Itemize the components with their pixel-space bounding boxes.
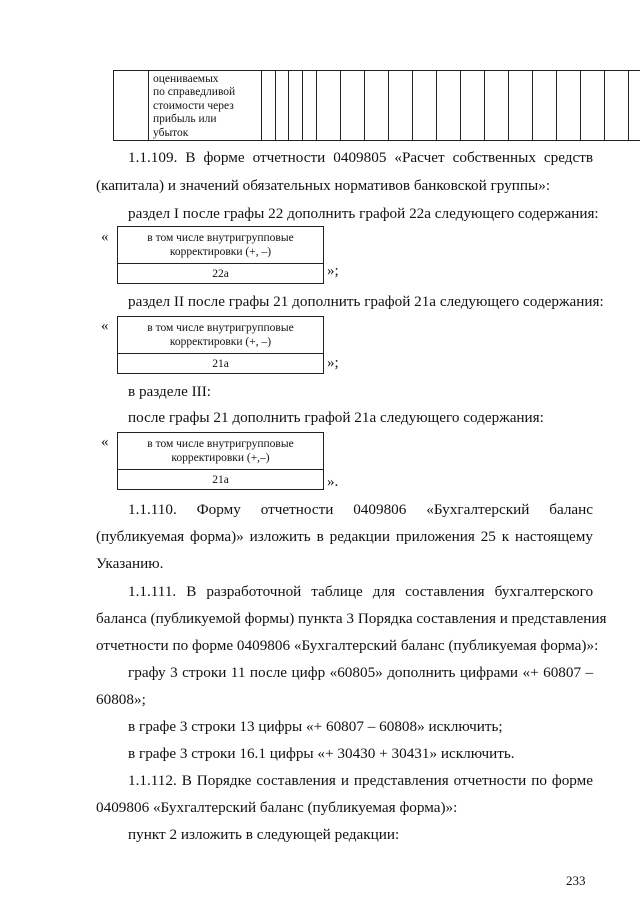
open-quote: « [101,229,109,245]
table-cell [289,71,303,141]
table-cell [413,71,437,141]
table-cell [262,71,276,141]
para-110-line-2: (публикуемая форма)» изложить в редакции приложения 25 к настоящему [96,528,594,545]
table-cell [317,71,341,141]
open-quote: « [101,434,109,450]
close-quote: ». [327,474,339,490]
table-cell [557,71,581,141]
top-table-fragment [113,70,640,141]
para-111-item-1-line-2: 60808»; [96,691,146,708]
cell-text-line: стоимости через [153,99,234,112]
table-cell [389,71,413,141]
table-cell [509,71,533,141]
para-112-line-2: 0409806 «Бухгалтерский баланс (публикуемая форма)»: [96,799,458,816]
section-2-instruction: раздел II после графы 21 дополнить графой 21а следующего содержания: [128,293,604,310]
para-112-line-3: пункт 2 изложить в следующей редакции: [128,826,400,843]
para-111-item-1-line-1: графу 3 строки 11 после цифр «60805» дополнить цифрами «+ 60807 – [128,664,594,681]
table-cell [276,71,289,141]
para-111-line-3: отчетности по форме 0409806 «Бухгалтерский баланс (публикуемая форма)»: [96,637,599,654]
table-cell [365,71,389,141]
para-111-item-3: в графе 3 строки 16.1 цифры «+ 30430 + 30431» исключить. [128,745,515,762]
cell-text-line: убыток [153,126,189,139]
table-cell [485,71,509,141]
table-cell [581,71,605,141]
column-box-21a-section3 [117,432,324,490]
para-109-line-1: 1.1.109. В форме отчетности 0409805 «Расчет собственных средств [128,149,594,166]
table-cell-label [149,71,262,141]
table-cell [461,71,485,141]
page-number: 233 [566,873,586,888]
column-box-21a [117,316,324,374]
cell-text-line: по справедливой [153,86,236,99]
open-quote: « [101,318,109,334]
para-110-line-1: 1.1.110. Форму отчетности 0409806 «Бухгалтерский баланс [128,501,594,518]
para-112-line-1: 1.1.112. В Порядке составления и представления отчетности по форме [128,772,594,789]
column-number: 22а [118,264,324,284]
table-cell [114,71,149,141]
table-cell [303,71,317,141]
column-header: в том числе внутригрупповые корректировки (+,–) [118,433,324,470]
table-cell [533,71,557,141]
column-number: 21а [118,354,324,374]
column-box-22a [117,226,324,284]
para-111-item-2: в графе 3 строки 13 цифры «+ 60807 – 60808» исключить; [128,718,503,735]
cell-text-line: прибыль или [153,113,217,126]
column-header: в том числе внутригрупповые корректировки (+, –) [118,317,324,354]
para-111-line-2: баланса (публикуемой формы) пункта 3 Порядка составления и представления [96,610,607,627]
table-cell [605,71,629,141]
section-3-instruction: после графы 21 дополнить графой 21а следующего содержания: [128,409,544,426]
column-header: в том числе внутригрупповые корректировки (+, –) [118,227,324,264]
para-110-line-3: Указанию. [96,555,164,572]
section-3-heading: в разделе III: [128,383,212,400]
column-number: 21а [118,470,324,490]
section-1-instruction: раздел I после графы 22 дополнить графой 22а следующего содержания: [128,205,599,222]
table-cell [629,71,640,141]
table-cell [437,71,461,141]
cell-text-line: оцениваемых [153,73,219,85]
close-quote: »; [327,355,339,371]
table-cell [341,71,365,141]
para-111-line-1: 1.1.111. В разработочной таблице для составления бухгалтерского [128,583,594,600]
para-109-line-2: (капитала) и значений обязательных нормативов банковской группы»: [96,177,551,194]
close-quote: »; [327,263,339,279]
